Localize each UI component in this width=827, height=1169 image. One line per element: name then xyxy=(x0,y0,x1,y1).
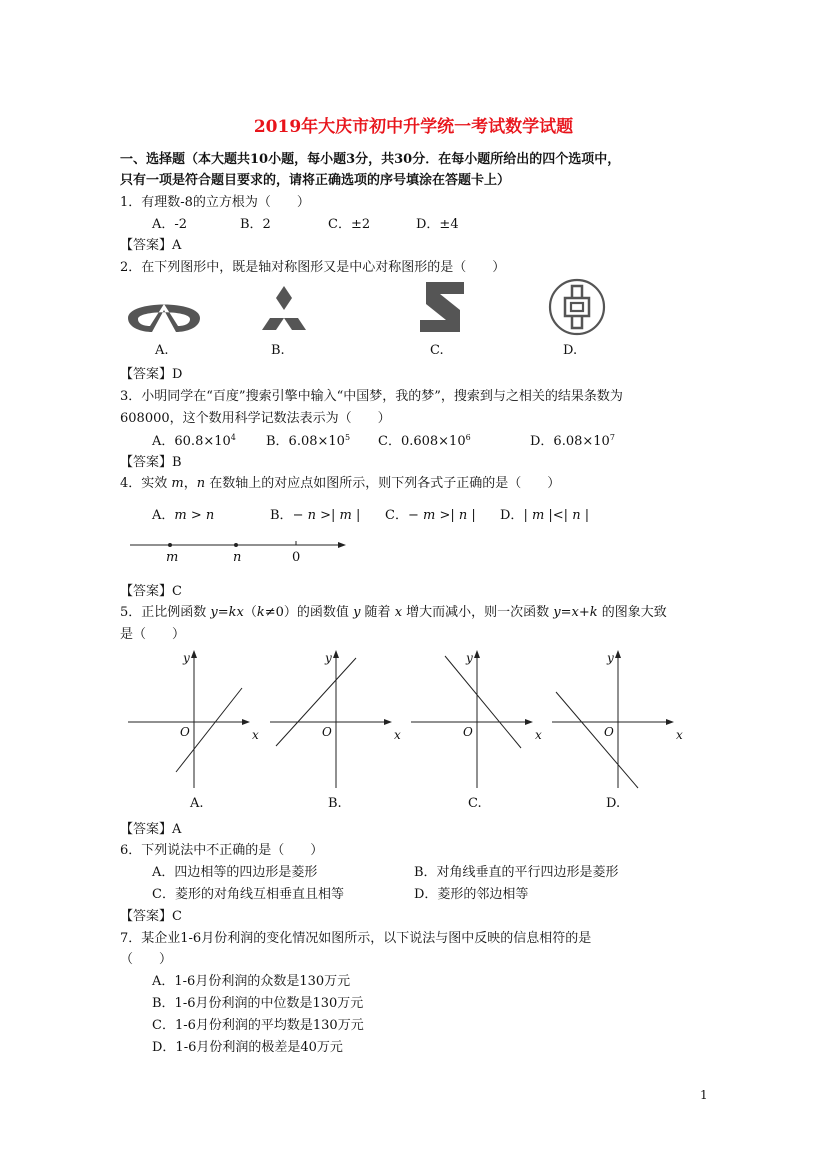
q6-option-d: D．菱形的邻边相等 xyxy=(414,887,529,902)
q4-option-b: B．− n >| m | xyxy=(270,508,361,523)
q7-option-d: D．1-6月份利润的极差是40万元 xyxy=(152,1040,343,1055)
q6-option-c: C．菱形的对角线互相垂直且相等 xyxy=(152,887,344,902)
page-number: 1 xyxy=(700,1088,708,1102)
q3-answer: 【答案】B xyxy=(120,455,182,470)
q1-option-d: D．±4 xyxy=(416,217,459,232)
q5-option-c: C. xyxy=(468,796,482,811)
q5-graph-a-y-label: y xyxy=(183,651,190,665)
q3-option-c: C．$0.608\times 10^6$ xyxy=(378,433,471,449)
q4-axis-label-0: 0 xyxy=(292,550,301,565)
q2-option-a: A. xyxy=(155,343,169,358)
q5-graph-b xyxy=(270,648,410,798)
q5-graph-b-y-label: y xyxy=(325,651,332,665)
q4-option-c: C．− m >| n | xyxy=(385,508,476,523)
q5-graph-b-origin-label: O xyxy=(322,725,332,739)
logo-d-image xyxy=(548,278,606,336)
q3-option-a: A．$60.8\times 10^4$ xyxy=(152,433,236,449)
q3-option-d: D．$6.08\times 10^7$ xyxy=(530,433,615,449)
q6-stem: 6．下列说法中不正确的是（ ） xyxy=(120,843,324,858)
q3-stem-line1: 3．小明同学在“百度”搜索引擎中输入“中国梦，我的梦”，搜索到与之相关的结果条数为 xyxy=(120,389,623,404)
q1-stem: 1．有理数-8的立方根为（ ） xyxy=(120,195,310,210)
q7-option-c: C．1-6月份利润的平均数是130万元 xyxy=(152,1018,364,1033)
q5-graph-d-x-label: x xyxy=(676,728,683,742)
q5-graph-a-x-label: x xyxy=(252,728,259,742)
q5-graph-d-origin-label: O xyxy=(604,725,614,739)
q2-option-b: B. xyxy=(271,343,285,358)
q5-graph-c-x-label: x xyxy=(535,728,542,742)
q5-stem-line2: 是（ ） xyxy=(120,627,186,642)
q2-answer: 【答案】D xyxy=(120,367,183,382)
q5-graph-c xyxy=(411,648,551,798)
q7-option-b: B．1-6月份利润的中位数是130万元 xyxy=(152,996,364,1011)
q6-answer: 【答案】C xyxy=(120,909,182,924)
section-heading-line2: 只有一项是符合题目要求的，请将正确选项的序号填涂在答题卡上） xyxy=(120,173,511,188)
q5-graph-b-x-label: x xyxy=(394,728,401,742)
q2-option-c: C. xyxy=(430,343,444,358)
q4-axis-label-m: m xyxy=(166,550,179,565)
q1-option-b: B．2 xyxy=(240,217,271,232)
logo-b-image xyxy=(256,286,312,332)
q5-answer: 【答案】A xyxy=(120,822,182,837)
q5-graph-d-y-label: y xyxy=(607,651,614,665)
q1-option-c: C．±2 xyxy=(328,217,371,232)
q5-option-b: B. xyxy=(328,796,342,811)
q5-graph-d xyxy=(552,648,692,798)
q2-option-d: D. xyxy=(563,343,578,358)
q7-stem-line2: （ ） xyxy=(120,952,173,967)
page-title: 2019年大庆市初中升学统一考试数学试题 xyxy=(253,117,574,137)
q6-option-b: B．对角线垂直的平行四边形是菱形 xyxy=(414,865,619,880)
logo-c-image xyxy=(418,280,466,334)
q5-graph-c-y-label: y xyxy=(466,651,473,665)
q4-option-a: A．m > n xyxy=(152,508,215,523)
q6-option-a: A．四边相等的四边形是菱形 xyxy=(152,865,318,880)
q2-stem: 2．在下列图形中，既是轴对称图形又是中心对称图形的是（ ） xyxy=(120,260,506,275)
q4-stem: 4．实效 m，n 在数轴上的对应点如图所示，则下列各式子正确的是（ ） xyxy=(120,476,561,491)
q1-answer: 【答案】A xyxy=(120,238,182,253)
q1-option-a: A．-2 xyxy=(152,217,188,232)
q5-option-d: D. xyxy=(606,796,621,811)
q5-stem-line1: 5．正比例函数 y=kx（k≠0）的函数值 y 随着 x 增大而减小，则一次函数 y=x+k 的图象大致 xyxy=(120,605,667,620)
q4-option-d: D．| m |<| n | xyxy=(500,508,590,523)
q5-graph-a-origin-label: O xyxy=(180,725,190,739)
q5-graph-a xyxy=(128,648,268,798)
q7-stem-line1: 7．某企业1-6月份利润的变化情况如图所示，以下说法与图中反映的信息相符的是 xyxy=(120,931,592,946)
section-heading-line1: 一、选择题（本大题共10小题，每小题3分，共30分．在每小题所给出的四个选项中， xyxy=(120,152,621,167)
q3-stem-line2: 608000，这个数用科学记数法表示为（ ） xyxy=(120,411,391,426)
q5-option-a: A. xyxy=(190,796,204,811)
q4-answer: 【答案】C xyxy=(120,584,182,599)
q4-axis-label-n: n xyxy=(233,550,242,565)
q5-graph-c-origin-label: O xyxy=(463,725,473,739)
q7-option-a: A．1-6月份利润的众数是130万元 xyxy=(152,974,351,989)
q3-option-b: B．$6.08\times 10^5$ xyxy=(266,433,351,449)
logo-a-image xyxy=(124,292,204,338)
